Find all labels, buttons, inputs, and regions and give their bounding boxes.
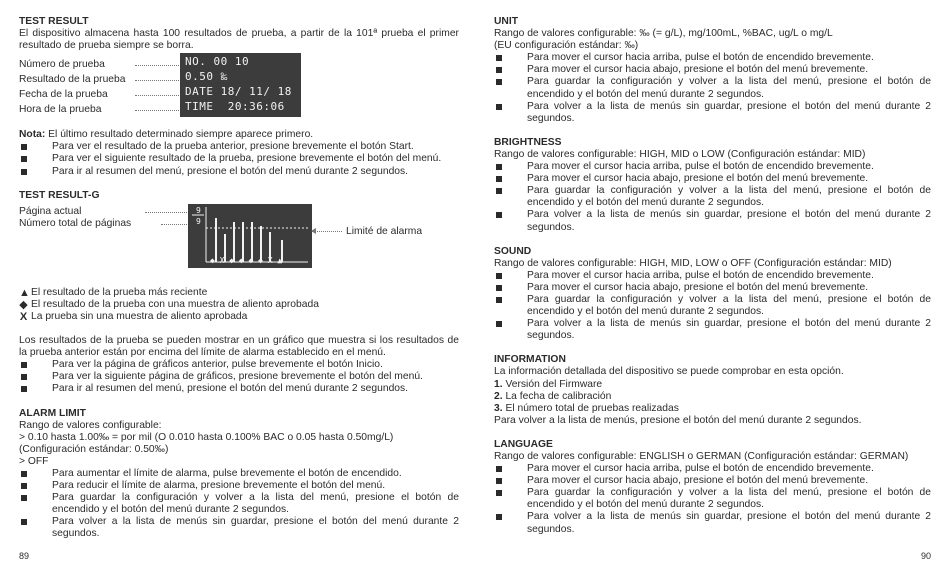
information-intro: La información detallada del dispositivo se puede comprobar en esta opción. — [494, 366, 844, 378]
heading-brightness: BRIGHTNESS — [494, 136, 562, 148]
label-total-pages: Número total de páginas — [19, 217, 132, 229]
label-current-page: Página actual — [19, 205, 82, 217]
list-item: Para volver a la lista de menús sin guardar, presione el botón del menú durante 2 segundos. — [494, 101, 931, 125]
lcd-test-time: TIME 20:36:06 — [185, 100, 285, 114]
list-item: Para ir al resumen del menú, presione el botón del menú durante 2 segundos. — [19, 383, 459, 395]
information-item — [494, 391, 931, 403]
note — [19, 129, 459, 141]
item-number: 2. — [494, 390, 503, 402]
unit-bullets — [494, 52, 931, 125]
list-item: Para mover el cursor hacia arriba, pulse el botón de encendido brevemente. — [494, 52, 931, 64]
heading-alarm-limit: ALARM LIMIT — [19, 407, 86, 419]
left-page — [19, 16, 459, 541]
label-test-result: Resultado de la prueba — [19, 74, 126, 86]
note-text: El último resultado determinado siempre aparece primero. — [45, 129, 314, 141]
information-outro: Para volver a la lista de menús, presione el botón del menú durante 2 segundos. — [494, 414, 862, 426]
test-result-bullets — [19, 141, 459, 177]
lcd-page-total: 9 — [196, 216, 201, 226]
heading-sound: SOUND — [494, 245, 532, 257]
information-item — [494, 379, 931, 391]
item-text: La fecha de calibración — [502, 390, 612, 402]
sound-line: Rango de valores configurable: HIGH, MID, LOW o OFF (Configuración estándar: MID) — [494, 257, 892, 269]
label-test-date: Fecha de la prueba — [19, 89, 108, 101]
graph-bullets — [19, 359, 459, 395]
list-item: Para volver a la lista de menús sin guardar, presione el botón del menú durante 2 segundos. — [494, 511, 931, 535]
list-item: Para volver a la lista de menús sin guardar, presione el botón del menú durante 2 segundos. — [494, 318, 931, 342]
heading-test-result: TEST RESULT — [19, 16, 89, 27]
legend-item — [19, 299, 459, 311]
list-item: Para aumentar el límite de alarma, pulse brevemente el botón de encendido. — [19, 468, 459, 480]
unit-line: Rango de valores configurable: ‰ (= g/L), mg/100mL, %BAC, ug/L o mg/L — [494, 28, 833, 40]
heading-language: LANGUAGE — [494, 438, 553, 450]
list-item: Para mover el cursor hacia abajo, presione el botón del menú brevemente. — [494, 173, 931, 185]
brightness-bullets — [494, 161, 931, 234]
list-item: Para mover el cursor hacia abajo, presione el botón del menú brevemente. — [494, 475, 931, 487]
list-item: Para volver a la lista de menús sin guardar, presione el botón del menú durante 2 segundos. — [19, 516, 459, 540]
heading-information: INFORMATION — [494, 354, 566, 366]
lcd-result-figure — [19, 57, 459, 129]
list-item: Para guardar la configuración y volver a la lista del menú, presione el botón de encendido y el botón del menú durante 2 segundos. — [19, 492, 459, 516]
triangle-icon: ▲ — [19, 286, 30, 299]
list-item: Para mover el cursor hacia abajo, presione el botón del menú brevemente. — [494, 282, 931, 294]
right-page — [494, 16, 931, 536]
note-label: Nota: — [19, 129, 46, 141]
brightness-line: Rango de valores configurable: HIGH, MID o LOW (Configuración estándar: MID) — [494, 148, 866, 160]
legend-text: El resultado de la prueba más reciente — [31, 286, 208, 298]
arrow-icon — [312, 231, 342, 232]
list-item: Para ir al resumen del menú, presione el botón del menú durante 2 segundos. — [19, 166, 459, 178]
lcd-test-result: 0.50 ‰ — [185, 70, 228, 84]
list-item: Para mover el cursor hacia abajo, presione el botón del menú brevemente. — [494, 64, 931, 76]
lcd-display — [180, 53, 301, 117]
alarm-line: (Configuración estándar: 0.50‰) — [19, 443, 169, 455]
legend-item — [19, 287, 459, 299]
alarm-bullets — [19, 468, 459, 541]
lcd-test-number: NO. 00 10 — [185, 55, 250, 69]
lcd-graph-symbols: ◆ X ◆ ◆ ◆ ◆ X ▲ — [210, 255, 283, 265]
label-test-number: Número de prueba — [19, 59, 105, 71]
list-item: Para volver a la lista de menús sin guardar, presione el botón del menú durante 2 segundos. — [494, 209, 931, 233]
alarm-line: > 0.10 hasta 1.00‰ = por mil (O 0.010 hasta 0.100% BAC o 0.05 hasta 0.50mg/L) — [19, 431, 394, 443]
label-test-time: Hora de la prueba — [19, 104, 102, 116]
list-item: Para ver la página de gráficos anterior, pulse brevemente el botón Inicio. — [19, 359, 459, 371]
unit-line: (EU configuración estándar: ‰) — [494, 40, 639, 52]
test-result-intro: El dispositivo almacena hasta 100 resultados de prueba, a partir de la 101ª prueba el primer resultado de prueba siempre se borra. — [19, 28, 459, 52]
information-item — [494, 403, 931, 415]
lcd-page-current: 9 — [196, 205, 201, 215]
alarm-line: > OFF — [19, 455, 49, 467]
sound-bullets — [494, 270, 931, 343]
list-item: Para mover el cursor hacia arriba, pulse el botón de encendido brevemente. — [494, 270, 931, 282]
list-item: Para ver la siguiente página de gráficos, presione brevemente el botón del menú. — [19, 371, 459, 383]
list-item: Para ver el siguiente resultado de la prueba, presione brevemente el botón del menú. — [19, 153, 459, 165]
list-item: Para mover el cursor hacia arriba, pulse el botón de encendido brevemente. — [494, 463, 931, 475]
alarm-line: Rango de valores configurable: — [19, 419, 162, 431]
diamond-icon: ◆ — [19, 298, 28, 311]
label-alarm-limit: Limité de alarma — [346, 225, 423, 237]
page-number-left: 89 — [19, 550, 30, 561]
list-item: Para mover el cursor hacia arriba, pulse el botón de encendido brevemente. — [494, 161, 931, 173]
page-number-right: 90 — [920, 550, 931, 561]
list-item: Para reducir el límite de alarma, presione brevemente el botón del menú. — [19, 480, 459, 492]
lcd-graph-figure — [19, 205, 459, 287]
legend-item — [19, 311, 459, 323]
language-bullets — [494, 463, 931, 536]
language-line: Rango de valores configurable: ENGLISH o GERMAN (Configuración estándar: GERMAN) — [494, 451, 909, 462]
item-text: Versión del Firmware — [502, 378, 603, 390]
heading-unit: UNIT — [494, 16, 519, 27]
list-item: Para guardar la configuración y volver a la lista del menú, presione el botón de encendido y el botón del menú durante 2 segundos. — [494, 487, 931, 511]
lcd-graph-display — [188, 204, 312, 268]
item-number: 1. — [494, 378, 503, 390]
list-item: Para ver el resultado de la prueba anterior, presione brevemente el botón Start. — [19, 141, 459, 153]
item-text: El número total de pruebas realizadas — [502, 402, 679, 414]
heading-test-result-g: TEST RESULT-G — [19, 189, 100, 201]
graph-paragraph: Los resultados de la prueba se pueden mostrar en un gráfico que muestra si los resultados de la prueba anterior están por encima del límite de alarma establecido en el menú. — [19, 335, 459, 359]
legend-text: La prueba sin una muestra de aliento aprobada — [31, 310, 248, 322]
list-item: Para guardar la configuración y volver a la lista del menú, presione el botón de encendido y el botón del menú durante 2 segundos. — [494, 294, 931, 318]
lcd-test-date: DATE 18/ 11/ 18 — [185, 85, 292, 99]
item-number: 3. — [494, 402, 503, 414]
list-item: Para guardar la configuración y volver a la lista del menú, presione el botón de encendido y el botón del menú durante 2 segundos. — [494, 76, 931, 100]
legend-text: El resultado de la prueba con una muestra de aliento aprobada — [31, 298, 319, 310]
cross-icon: X — [19, 310, 28, 323]
list-item: Para guardar la configuración y volver a la lista del menú, presione el botón de encendido y el botón del menú durante 2 segundos. — [494, 185, 931, 209]
